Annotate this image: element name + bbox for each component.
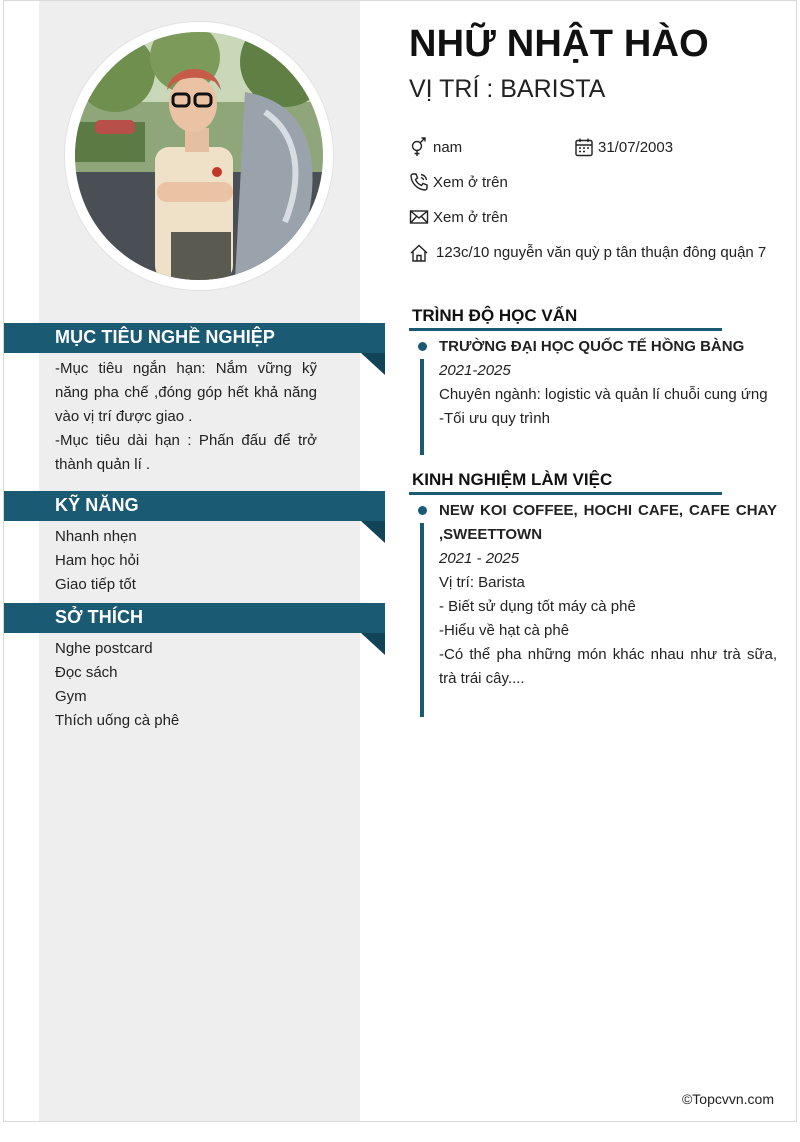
hobby-item: Đọc sách xyxy=(55,664,118,681)
experience-entry xyxy=(439,499,777,691)
experience-detail: - Biết sử dụng tốt máy cà phê xyxy=(439,598,636,615)
experience-divider xyxy=(409,492,722,495)
home-icon xyxy=(409,243,429,263)
email-info xyxy=(409,207,508,227)
experience-detail: -Hiểu về hạt cà phê xyxy=(439,622,570,639)
hobbies-ribbon xyxy=(4,603,385,633)
company-names: NEW KOI COFFEE, HOCHI CAFE, CAFE CHAY ,SWEETTOWN xyxy=(439,502,777,543)
hobbies-title: SỞ THÍCH xyxy=(55,607,144,627)
birthdate-info xyxy=(574,137,673,157)
education-title: TRÌNH ĐỘ HỌC VẤN xyxy=(412,306,578,325)
skill-item: Nhanh nhẹn xyxy=(55,528,137,545)
experience-bullet xyxy=(418,506,427,515)
experience-timeline xyxy=(420,523,424,717)
skills-ribbon xyxy=(4,491,385,521)
hobby-item: Nghe postcard xyxy=(55,640,153,657)
email-value: Xem ở trên xyxy=(433,208,508,226)
birthdate-value: 31/07/2003 xyxy=(598,138,674,156)
experience-detail: -Có thể pha những món khác nhau như trà sữa, trà trái cây.... xyxy=(439,646,777,687)
objective-ribbon xyxy=(4,323,385,353)
school-name: TRƯỜNG ĐẠI HỌC QUỐC TẾ HỒNG BÀNG xyxy=(439,338,745,355)
hobby-item: Thích uống cà phê xyxy=(55,712,180,729)
education-major: Chuyên ngành: logistic và quản lí chuỗi cung ứng xyxy=(439,386,768,403)
education-bullet xyxy=(418,342,427,351)
hobbies-ribbon-fold xyxy=(361,633,385,655)
education-period: 2021-2025 xyxy=(439,362,511,379)
education-entry xyxy=(439,335,777,431)
address-info xyxy=(409,241,781,265)
objective-ribbon-fold xyxy=(361,353,385,375)
avatar-frame xyxy=(65,22,333,290)
objective-long-term: -Mục tiêu dài hạn : Phấn đấu để trở thành quản lí . xyxy=(55,432,317,473)
skills-title: KỸ NĂNG xyxy=(55,495,139,515)
avatar xyxy=(75,32,323,280)
address-value: 123c/10 nguyễn văn quỳ p tân thuận đông quận 7 xyxy=(436,244,767,261)
objective-short-term: -Mục tiêu ngắn hạn: Nắm vững kỹ năng pha chế ,đóng góp hết khả năng vào vị trí được giao . xyxy=(55,360,317,425)
experience-role: Vị trí: Barista xyxy=(439,574,525,591)
education-note: -Tối ưu quy trình xyxy=(439,410,550,427)
gender-icon xyxy=(409,137,429,157)
education-divider xyxy=(409,328,722,331)
calendar-icon xyxy=(574,137,594,157)
objective-title: MỤC TIÊU NGHỀ NGHIỆP xyxy=(55,327,276,347)
experience-title: KINH NGHIỆM LÀM VIỆC xyxy=(412,470,613,489)
skill-item: Giao tiếp tốt xyxy=(55,576,136,593)
skill-item: Ham học hỏi xyxy=(55,552,140,569)
skills-ribbon-fold xyxy=(361,521,385,543)
envelope-icon xyxy=(409,207,429,227)
candidate-position: VỊ TRÍ : BARISTA xyxy=(409,75,606,103)
phone-value: Xem ở trên xyxy=(433,173,508,191)
cv-page xyxy=(3,0,797,1122)
experience-period: 2021 - 2025 xyxy=(439,550,520,567)
footer-credit: ©Topcvvn.com xyxy=(681,1091,774,1107)
gender-info xyxy=(409,137,462,157)
hobby-item: Gym xyxy=(55,688,87,705)
avatar-photo xyxy=(75,32,323,280)
education-timeline xyxy=(420,359,424,455)
gender-value: nam xyxy=(433,138,463,156)
candidate-name: NHỮ NHẬT HÀO xyxy=(409,23,709,65)
phone-info xyxy=(409,172,508,192)
phone-icon xyxy=(409,172,429,192)
